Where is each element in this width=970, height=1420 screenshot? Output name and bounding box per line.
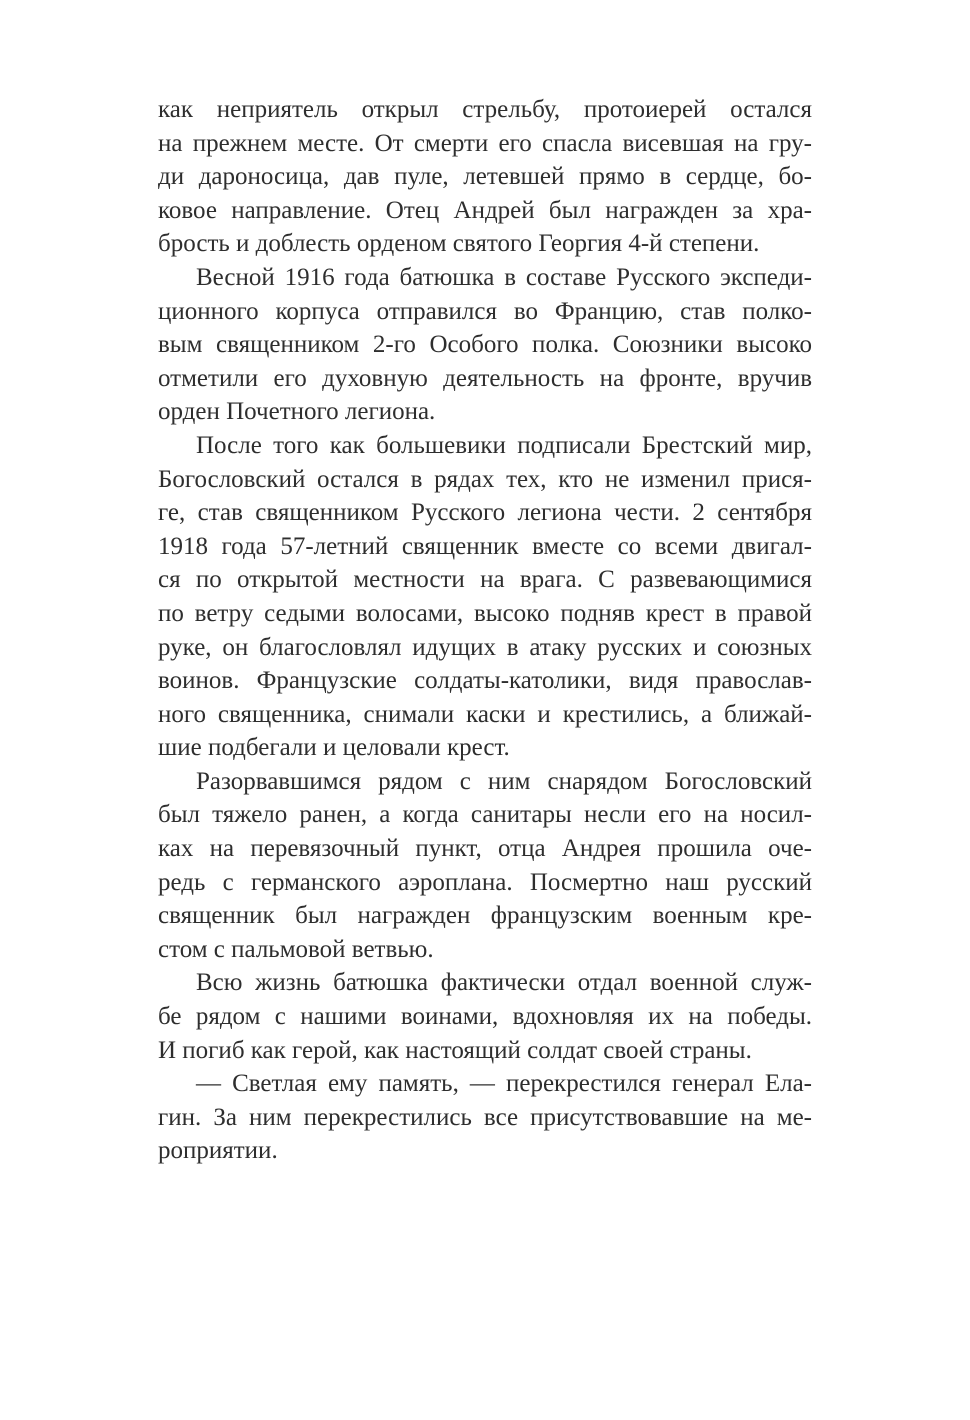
text-line: Богословский остался в рядах тех, кто не изменил прися-: [158, 465, 812, 493]
text-line: ках на перевязочный пункт, отца Андрея прошила оче-: [158, 835, 812, 863]
text-line: был тяжело ранен, а когда санитары несли его на носил-: [158, 801, 812, 829]
text-line: бе рядом с нашими воинами, вдохновляя их на победы.: [158, 1003, 812, 1031]
text-line: После того как большевики подписали Брестский мир,: [196, 431, 812, 459]
text-line: Разорвавшимся рядом с ним снарядом Богословский: [196, 767, 812, 795]
text-line: руке, он благословлял идущих в атаку русских и союзных: [158, 633, 812, 661]
text-line: Всю жизнь батюшка фактически отдал военной служ-: [196, 969, 812, 997]
paragraph: [158, 429, 812, 765]
text-line: священник был награжден французским военным кре-: [158, 902, 812, 930]
text-line: ди дароносица, дав пуле, летевшей прямо в сердце, бо-: [158, 163, 812, 191]
text-line: ге, став священником Русского легиона чести. 2 сентября: [158, 499, 812, 527]
text-line: Весной 1916 года батюшка в составе Русского экспеди-: [196, 263, 812, 291]
text-line: ционного корпуса отправился во Францию, став полко-: [158, 297, 812, 325]
text-line: — Светлая ему память, — перекрестился генерал Ела-: [196, 1070, 812, 1098]
paragraph: [158, 261, 812, 429]
paragraph: [158, 1067, 812, 1168]
text-line: ковое направление. Отец Андрей был награжден за хра-: [158, 196, 812, 224]
text-line: как неприятель открыл стрельбу, протоиерей остался: [158, 96, 812, 123]
paragraph: [158, 93, 812, 261]
page-text: [158, 93, 812, 1168]
text-line: гин. За ним перекрестились все присутствовавшие на ме-: [158, 1103, 812, 1131]
paragraph: [158, 966, 812, 1067]
text-line: по ветру седыми волосами, высоко подняв крест в правой: [158, 599, 812, 627]
text-line: 1918 года 57-летний священник вместе со всеми двигал-: [158, 532, 812, 560]
text-line: ся по открытой местности на врага. С развевающимися: [158, 566, 812, 594]
text-line: роприятии.: [158, 1137, 278, 1165]
text-line: вым священником 2-го Особого полка. Союзники высоко: [158, 331, 812, 359]
text-line: брость и доблесть орденом святого Георгия 4-й степени.: [158, 230, 760, 258]
text-line: на прежнем месте. От смерти его спасла висевшая на гру-: [158, 129, 812, 157]
paragraph: [158, 765, 812, 967]
text-line: воинов. Французские солдаты-католики, видя православ-: [158, 667, 812, 695]
text-line: И погиб как герой, как настоящий солдат своей страны.: [158, 1036, 752, 1064]
text-line: отметили его духовную деятельность на фронте, вручив: [158, 364, 812, 392]
text-line: ного священника, снимали каски и крестились, а ближай-: [158, 700, 812, 728]
text-line: редь с германского аэроплана. Посмертно наш русский: [158, 868, 812, 896]
text-line: стом с пальмовой ветвью.: [158, 935, 434, 963]
text-line: орден Почетного легиона.: [158, 398, 436, 426]
text-line: шие подбегали и целовали крест.: [158, 734, 510, 762]
